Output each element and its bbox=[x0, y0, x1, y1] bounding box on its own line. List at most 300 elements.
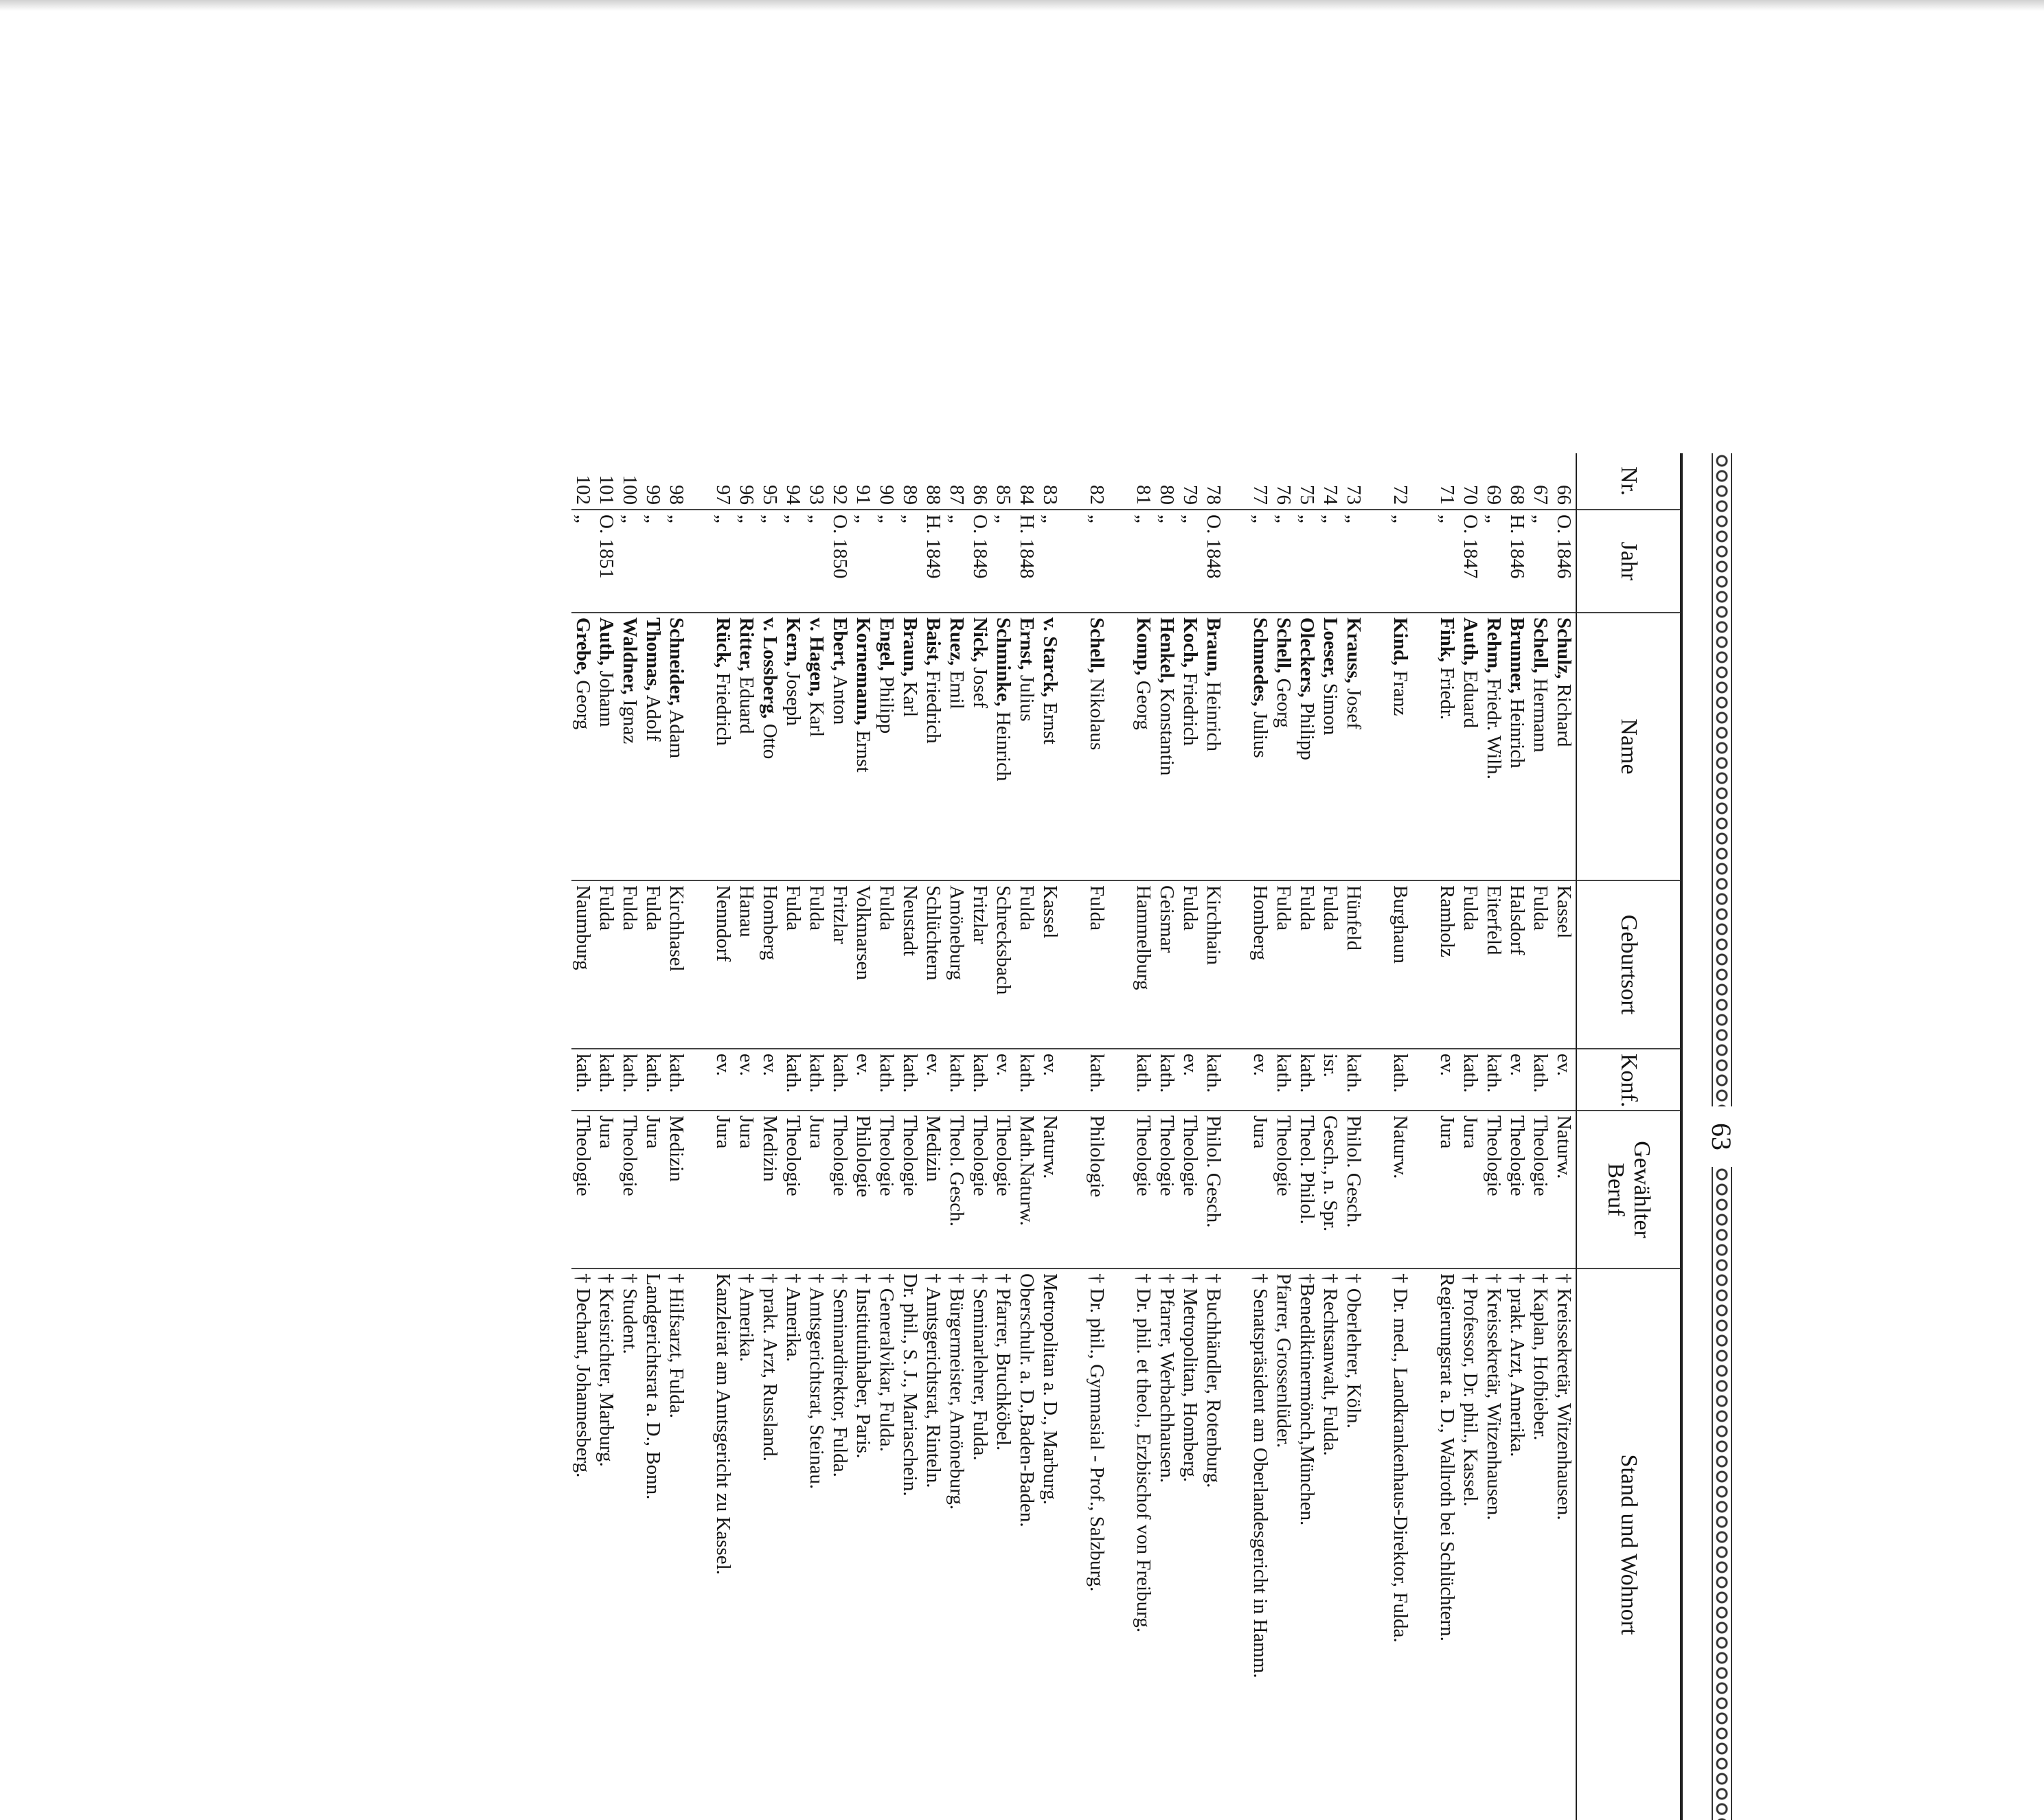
meander-ornament-right bbox=[1712, 1167, 1732, 1820]
row-stand: † Seminardirektor, Fulda. bbox=[828, 1269, 852, 1820]
spacer-cell bbox=[1109, 880, 1132, 1049]
row-jahr: O. 1849 bbox=[968, 510, 992, 613]
spacer-cell bbox=[1109, 1111, 1132, 1269]
table-row bbox=[1435, 453, 1459, 1820]
row-surname: Schell, bbox=[1273, 617, 1295, 674]
spacer-cell bbox=[1225, 453, 1249, 510]
row-stand: † Student. bbox=[618, 1269, 641, 1820]
row-beruf: Philol. Gesch. bbox=[1342, 1111, 1365, 1269]
table-row bbox=[1389, 453, 1412, 1820]
row-jahr: „ bbox=[1179, 510, 1202, 613]
row-surname: Kind, bbox=[1389, 617, 1411, 666]
spacer-cell bbox=[1365, 510, 1389, 613]
row-geburtsort: Fulda bbox=[1272, 880, 1295, 1049]
row-name bbox=[1342, 613, 1365, 880]
row-jahr: „ bbox=[852, 510, 875, 613]
spacer-cell bbox=[1365, 880, 1389, 1049]
row-nr: 87 bbox=[946, 485, 968, 505]
row-geburtsort: Volkmarsen bbox=[852, 880, 875, 1049]
spacer-cell bbox=[1365, 1269, 1389, 1820]
row-beruf: Medizin bbox=[922, 1111, 945, 1269]
row-nr: 76 bbox=[1273, 485, 1295, 505]
row-geburtsort: Fritzlar bbox=[828, 880, 852, 1049]
spacer-cell bbox=[1062, 613, 1085, 880]
header-geburtsort: Geburtsort bbox=[1576, 880, 1681, 1049]
row-geburtsort: Schlüchtern bbox=[922, 880, 945, 1049]
row-name bbox=[618, 613, 641, 880]
row-jahr: O. 1847 bbox=[1459, 510, 1482, 613]
row-surname: Kern, bbox=[782, 617, 804, 667]
spacer-cell bbox=[1225, 510, 1249, 613]
alumni-table-wrap bbox=[571, 453, 1683, 1820]
row-surname: Schulz, bbox=[1553, 617, 1575, 679]
row-beruf: Medizin bbox=[665, 1111, 688, 1269]
row-name bbox=[828, 613, 852, 880]
row-surname: Baist, bbox=[922, 617, 944, 666]
row-konf: ev. bbox=[1249, 1049, 1272, 1111]
row-jahr: H. 1849 bbox=[922, 510, 945, 613]
row-beruf: Theologie bbox=[1132, 1111, 1155, 1269]
row-geburtsort: Schrecksbach bbox=[992, 880, 1015, 1049]
row-geburtsort: Homberg bbox=[1249, 880, 1272, 1049]
row-konf: kath. bbox=[1482, 1049, 1506, 1111]
row-jahr: „ bbox=[992, 510, 1015, 613]
header-beruf bbox=[1576, 1111, 1681, 1269]
meander-ornament-left bbox=[1712, 453, 1732, 1106]
row-given-name: Otto bbox=[759, 723, 781, 760]
row-nr: 79 bbox=[1179, 485, 1201, 505]
table-row bbox=[922, 453, 945, 1820]
row-name bbox=[945, 613, 968, 880]
row-konf: kath. bbox=[1389, 1049, 1412, 1111]
rotated-page bbox=[124, 453, 1738, 1820]
row-stand: Metropolitan a. D., Marburg. bbox=[1038, 1269, 1062, 1820]
spacer-cell bbox=[1109, 510, 1132, 613]
row-nr: 99 bbox=[642, 485, 664, 505]
row-given-name: Ernst bbox=[852, 730, 874, 773]
table-row bbox=[1506, 453, 1529, 1820]
row-name bbox=[1529, 613, 1552, 880]
row-geburtsort: Fulda bbox=[805, 880, 828, 1049]
row-konf: ev. bbox=[852, 1049, 875, 1111]
row-surname: v. Lossberg, bbox=[759, 617, 781, 719]
row-beruf: Theologie bbox=[968, 1111, 992, 1269]
row-given-name: Joseph bbox=[782, 671, 804, 726]
row-surname: Schmedes, bbox=[1249, 617, 1271, 707]
row-jahr: „ bbox=[1319, 510, 1342, 613]
spacer-cell bbox=[1412, 613, 1435, 880]
row-surname: Ebert, bbox=[829, 617, 851, 672]
row-nr: 75 bbox=[1296, 485, 1318, 505]
row-nr: 69 bbox=[1483, 485, 1505, 505]
row-jahr: „ bbox=[1085, 510, 1109, 613]
row-given-name: Georg bbox=[1273, 678, 1295, 728]
table-row bbox=[875, 453, 898, 1820]
row-geburtsort: Nenndorf bbox=[712, 880, 735, 1049]
row-beruf: Theologie bbox=[898, 1111, 922, 1269]
row-nr: 94 bbox=[782, 485, 804, 505]
row-given-name: Georg bbox=[572, 680, 594, 730]
row-surname: Henkel, bbox=[1156, 617, 1178, 683]
row-name bbox=[1319, 613, 1342, 880]
row-beruf: Philologie bbox=[852, 1111, 875, 1269]
row-name bbox=[1202, 613, 1225, 880]
row-konf: kath. bbox=[1529, 1049, 1552, 1111]
row-beruf: Theologie bbox=[618, 1111, 641, 1269]
row-stand: Oberschulr. a. D.,Baden-Baden. bbox=[1015, 1269, 1038, 1820]
spacer-cell bbox=[1109, 613, 1132, 880]
row-beruf: Jura bbox=[735, 1111, 758, 1269]
row-jahr: H. 1846 bbox=[1506, 510, 1529, 613]
row-geburtsort: Fulda bbox=[1085, 880, 1109, 1049]
row-beruf: Theologie bbox=[828, 1111, 852, 1269]
table-row bbox=[595, 453, 618, 1820]
row-jahr: H. 1848 bbox=[1015, 510, 1038, 613]
row-name bbox=[641, 613, 665, 880]
row-geburtsort: Fulda bbox=[641, 880, 665, 1049]
row-stand: †Benediktinermönch,München. bbox=[1295, 1269, 1319, 1820]
row-name bbox=[968, 613, 992, 880]
table-row bbox=[805, 453, 828, 1820]
spacer-cell bbox=[1225, 1049, 1249, 1111]
row-surname: Schell, bbox=[1530, 617, 1552, 674]
table-header-row bbox=[1576, 453, 1681, 1820]
row-name bbox=[712, 613, 735, 880]
row-konf: ev. bbox=[1506, 1049, 1529, 1111]
row-stand: † Dechant, Johannesberg. bbox=[571, 1269, 595, 1820]
row-geburtsort: Fritzlar bbox=[968, 880, 992, 1049]
row-jahr: „ bbox=[1295, 510, 1319, 613]
spacer-cell bbox=[1109, 1049, 1132, 1111]
row-beruf: Jura bbox=[641, 1111, 665, 1269]
row-geburtsort: Kirchhain bbox=[1202, 880, 1225, 1049]
row-beruf: Theologie bbox=[1272, 1111, 1295, 1269]
row-stand: † Seminarlehrer, Fulda. bbox=[968, 1269, 992, 1820]
spacer-cell bbox=[688, 510, 712, 613]
row-name bbox=[1295, 613, 1319, 880]
row-nr: 72 bbox=[1389, 485, 1411, 505]
row-surname: Waldner, bbox=[619, 617, 641, 695]
row-nr: 100 bbox=[619, 475, 641, 505]
row-name bbox=[1552, 613, 1576, 880]
row-given-name: Heinrich bbox=[1203, 681, 1225, 751]
row-stand: † Institutinhaber, Paris. bbox=[852, 1269, 875, 1820]
row-surname: Ernst, bbox=[1016, 617, 1038, 670]
row-stand: Dr. phil., S. J., Mariaschein. bbox=[898, 1269, 922, 1820]
spacer-cell bbox=[1225, 880, 1249, 1049]
row-given-name: Julius bbox=[1016, 674, 1038, 722]
row-nr: 93 bbox=[806, 485, 828, 505]
row-given-name: Eduard bbox=[736, 676, 758, 734]
row-stand: Regierungsrat a. D., Wallroth bei Schlüchtern. bbox=[1435, 1269, 1459, 1820]
row-stand: † prakt. Arzt, Amerika. bbox=[1506, 1269, 1529, 1820]
row-name bbox=[898, 613, 922, 880]
table-row bbox=[1179, 453, 1202, 1820]
row-given-name: Adolf bbox=[642, 694, 664, 742]
row-name bbox=[1155, 613, 1179, 880]
row-stand: Kanzleirat am Amtsgericht zu Kassel. bbox=[712, 1269, 735, 1820]
row-stand: † Dr. phil., Gymnasial - Prof., Salzburg. bbox=[1085, 1269, 1109, 1820]
table-row bbox=[712, 453, 735, 1820]
row-konf: kath. bbox=[875, 1049, 898, 1111]
table-row bbox=[1015, 453, 1038, 1820]
row-stand: † Amtsgerichtsrat, Steinau. bbox=[805, 1269, 828, 1820]
row-jahr: „ bbox=[641, 510, 665, 613]
row-given-name: Simon bbox=[1319, 683, 1341, 736]
row-konf: kath. bbox=[1015, 1049, 1038, 1111]
row-jahr: „ bbox=[1132, 510, 1155, 613]
row-name bbox=[782, 613, 805, 880]
row-beruf: Theologie bbox=[1529, 1111, 1552, 1269]
row-nr: 86 bbox=[969, 485, 991, 505]
spacer-cell bbox=[1365, 453, 1389, 510]
row-surname: Rück, bbox=[712, 617, 734, 668]
row-given-name: Julius bbox=[1249, 711, 1271, 758]
row-konf: kath. bbox=[828, 1049, 852, 1111]
row-beruf: Jura bbox=[805, 1111, 828, 1269]
row-konf: kath. bbox=[641, 1049, 665, 1111]
header-konf: Konf. bbox=[1576, 1049, 1681, 1111]
row-beruf: Theol. Gesch. bbox=[945, 1111, 968, 1269]
table-row bbox=[1319, 453, 1342, 1820]
row-jahr: O. 1851 bbox=[595, 510, 618, 613]
row-name bbox=[922, 613, 945, 880]
spacer-cell bbox=[1062, 510, 1085, 613]
spacer-cell bbox=[1365, 1049, 1389, 1111]
spacer-cell bbox=[1225, 1111, 1249, 1269]
spacer-cell bbox=[1412, 453, 1435, 510]
row-name bbox=[1459, 613, 1482, 880]
spacer-row bbox=[1062, 453, 1085, 1820]
row-surname: Fink, bbox=[1436, 617, 1458, 663]
row-konf: kath. bbox=[1295, 1049, 1319, 1111]
row-beruf: Theol. Philol. bbox=[1295, 1111, 1319, 1269]
spacer-cell bbox=[1062, 1269, 1085, 1820]
row-given-name: Friedr. bbox=[1436, 667, 1458, 720]
row-konf: ev. bbox=[1552, 1049, 1576, 1111]
row-given-name: Ernst bbox=[1039, 702, 1061, 744]
spacer-cell bbox=[1109, 1269, 1132, 1820]
row-beruf: Theologie bbox=[1155, 1111, 1179, 1269]
row-nr: 80 bbox=[1156, 485, 1178, 505]
row-geburtsort: Hünfeld bbox=[1342, 880, 1365, 1049]
row-beruf: Jura bbox=[1435, 1111, 1459, 1269]
row-geburtsort: Amöneburg bbox=[945, 880, 968, 1049]
row-geburtsort: Hanau bbox=[735, 880, 758, 1049]
row-jahr: „ bbox=[1155, 510, 1179, 613]
row-geburtsort: Fulda bbox=[1459, 880, 1482, 1049]
row-nr: 89 bbox=[899, 485, 921, 505]
row-geburtsort: Kirchhasel bbox=[665, 880, 688, 1049]
row-nr: 96 bbox=[736, 485, 758, 505]
header-beruf-line1: Gewählter bbox=[1629, 1141, 1655, 1238]
row-stand: † Dr. phil. et theol., Erzbischof von Freiburg. bbox=[1132, 1269, 1155, 1820]
row-given-name: Johann bbox=[595, 670, 617, 727]
table-row bbox=[1552, 453, 1576, 1820]
row-beruf: Medizin bbox=[758, 1111, 782, 1269]
row-surname: Brunner, bbox=[1506, 617, 1528, 694]
header-stand: Stand und Wohnort bbox=[1576, 1269, 1681, 1820]
table-row bbox=[782, 453, 805, 1820]
row-geburtsort: Fulda bbox=[782, 880, 805, 1049]
row-nr: 90 bbox=[876, 485, 898, 505]
row-beruf: Theologie bbox=[1482, 1111, 1506, 1269]
row-name bbox=[805, 613, 828, 880]
row-given-name: Franz bbox=[1389, 670, 1411, 716]
row-nr: 73 bbox=[1343, 485, 1365, 505]
row-jahr: „ bbox=[712, 510, 735, 613]
row-stand: Landgerichtsrat a. D., Bonn. bbox=[641, 1269, 665, 1820]
row-given-name: Karl bbox=[806, 701, 828, 737]
spacer-cell bbox=[1225, 1269, 1249, 1820]
row-geburtsort: Ramholz bbox=[1435, 880, 1459, 1049]
row-nr: 101 bbox=[595, 475, 617, 505]
row-surname: Rehm, bbox=[1483, 617, 1505, 674]
row-surname: Komp, bbox=[1133, 617, 1155, 676]
row-jahr: „ bbox=[571, 510, 595, 613]
row-geburtsort: Fulda bbox=[875, 880, 898, 1049]
row-konf: ev. bbox=[992, 1049, 1015, 1111]
header-jahr: Jahr bbox=[1576, 510, 1681, 613]
row-konf: ev. bbox=[735, 1049, 758, 1111]
row-geburtsort: Kassel bbox=[1038, 880, 1062, 1049]
row-beruf: Jura bbox=[1249, 1111, 1272, 1269]
spacer-row bbox=[1412, 453, 1435, 1820]
row-nr: 70 bbox=[1460, 485, 1481, 505]
row-name bbox=[571, 613, 595, 880]
table-row bbox=[665, 453, 688, 1820]
table-row bbox=[1272, 453, 1295, 1820]
row-geburtsort: Homberg bbox=[758, 880, 782, 1049]
row-name bbox=[1435, 613, 1459, 880]
row-geburtsort: Hammelburg bbox=[1132, 880, 1155, 1049]
row-konf: kath. bbox=[782, 1049, 805, 1111]
row-beruf: Naturw. bbox=[1389, 1111, 1412, 1269]
row-surname: Braun, bbox=[899, 617, 921, 677]
row-nr: 92 bbox=[829, 485, 851, 505]
row-name bbox=[665, 613, 688, 880]
row-surname: Thomas, bbox=[642, 617, 664, 692]
row-beruf: Philol. Gesch. bbox=[1202, 1111, 1225, 1269]
table-row bbox=[1202, 453, 1225, 1820]
row-konf: ev. bbox=[1435, 1049, 1459, 1111]
table-row bbox=[992, 453, 1015, 1820]
spacer-cell bbox=[1412, 880, 1435, 1049]
row-geburtsort: Kassel bbox=[1552, 880, 1576, 1049]
row-jahr: „ bbox=[1389, 510, 1412, 613]
row-given-name: Heinrich bbox=[1506, 698, 1528, 769]
row-nr: 78 bbox=[1203, 485, 1225, 505]
row-jahr: O. 1848 bbox=[1202, 510, 1225, 613]
row-name bbox=[1389, 613, 1412, 880]
spacer-cell bbox=[1365, 613, 1389, 880]
row-beruf: Theologie bbox=[782, 1111, 805, 1269]
row-surname: Krauss, bbox=[1343, 617, 1365, 683]
row-given-name: Josef bbox=[1343, 688, 1365, 729]
table-row bbox=[1459, 453, 1482, 1820]
row-name bbox=[758, 613, 782, 880]
table-row bbox=[968, 453, 992, 1820]
row-konf: kath. bbox=[1342, 1049, 1365, 1111]
row-nr: 84 bbox=[1016, 485, 1038, 505]
row-beruf: Jura bbox=[712, 1111, 735, 1269]
row-given-name: Nikolaus bbox=[1086, 678, 1108, 751]
row-name bbox=[875, 613, 898, 880]
row-given-name: Philipp bbox=[1296, 703, 1318, 760]
row-surname: Schell, bbox=[1086, 617, 1108, 674]
row-beruf: Naturw. bbox=[1552, 1111, 1576, 1269]
row-stand: † Senatspräsident am Oberlandesgericht in Hamm. bbox=[1249, 1269, 1272, 1820]
row-konf: kath. bbox=[1272, 1049, 1295, 1111]
row-beruf: Gesch., n. Spr. bbox=[1319, 1111, 1342, 1269]
row-surname: Koch, bbox=[1179, 617, 1201, 668]
row-surname: Kornemann, bbox=[852, 617, 874, 726]
row-nr: 83 bbox=[1039, 485, 1061, 505]
row-stand: † prakt. Arzt, Russland. bbox=[758, 1269, 782, 1820]
row-stand: † Kaplan, Hofbieber. bbox=[1529, 1269, 1552, 1820]
row-konf: kath. bbox=[595, 1049, 618, 1111]
row-stand: † Amerika. bbox=[735, 1269, 758, 1820]
spacer-cell bbox=[1365, 1111, 1389, 1269]
spacer-row bbox=[688, 453, 712, 1820]
row-jahr: „ bbox=[735, 510, 758, 613]
row-name bbox=[1132, 613, 1155, 880]
row-geburtsort: Fulda bbox=[595, 880, 618, 1049]
row-nr: 97 bbox=[712, 485, 734, 505]
row-geburtsort: Fulda bbox=[1319, 880, 1342, 1049]
row-name bbox=[1179, 613, 1202, 880]
row-given-name: Philipp bbox=[876, 676, 898, 734]
row-beruf: Naturw. bbox=[1038, 1111, 1062, 1269]
row-jahr: „ bbox=[782, 510, 805, 613]
table-row bbox=[1085, 453, 1109, 1820]
row-stand: † Buchhändler, Rotenburg. bbox=[1202, 1269, 1225, 1820]
row-konf: kath. bbox=[618, 1049, 641, 1111]
row-surname: Loeser, bbox=[1319, 617, 1341, 679]
row-konf: kath. bbox=[1202, 1049, 1225, 1111]
table-row bbox=[1038, 453, 1062, 1820]
spacer-cell bbox=[1109, 453, 1132, 510]
table-row bbox=[1342, 453, 1365, 1820]
row-konf: kath. bbox=[1155, 1049, 1179, 1111]
row-jahr: „ bbox=[1038, 510, 1062, 613]
row-stand: † Pfarrer, Bruchköbel. bbox=[992, 1269, 1015, 1820]
table-row bbox=[618, 453, 641, 1820]
row-given-name: Emil bbox=[946, 670, 968, 709]
table-row bbox=[898, 453, 922, 1820]
row-surname: Oleckers, bbox=[1296, 617, 1318, 698]
row-konf: kath. bbox=[1132, 1049, 1155, 1111]
row-surname: Nick, bbox=[969, 617, 991, 663]
table-row bbox=[571, 453, 595, 1820]
table-row bbox=[1295, 453, 1319, 1820]
row-given-name: Hermann bbox=[1530, 678, 1552, 753]
spacer-cell bbox=[1412, 1269, 1435, 1820]
row-name bbox=[1272, 613, 1295, 880]
spacer-cell bbox=[688, 613, 712, 880]
row-beruf: Theologie bbox=[992, 1111, 1015, 1269]
row-surname: Auth, bbox=[1460, 617, 1481, 666]
row-konf: kath. bbox=[1459, 1049, 1482, 1111]
row-beruf: Theologie bbox=[875, 1111, 898, 1269]
row-nr: 67 bbox=[1530, 485, 1552, 505]
spacer-cell bbox=[1062, 1111, 1085, 1269]
table-row bbox=[1155, 453, 1179, 1820]
row-geburtsort: Fulda bbox=[618, 880, 641, 1049]
row-stand: † Oberlehrer, Köln. bbox=[1342, 1269, 1365, 1820]
row-given-name: Georg bbox=[1133, 680, 1155, 730]
spacer-cell bbox=[688, 1111, 712, 1269]
